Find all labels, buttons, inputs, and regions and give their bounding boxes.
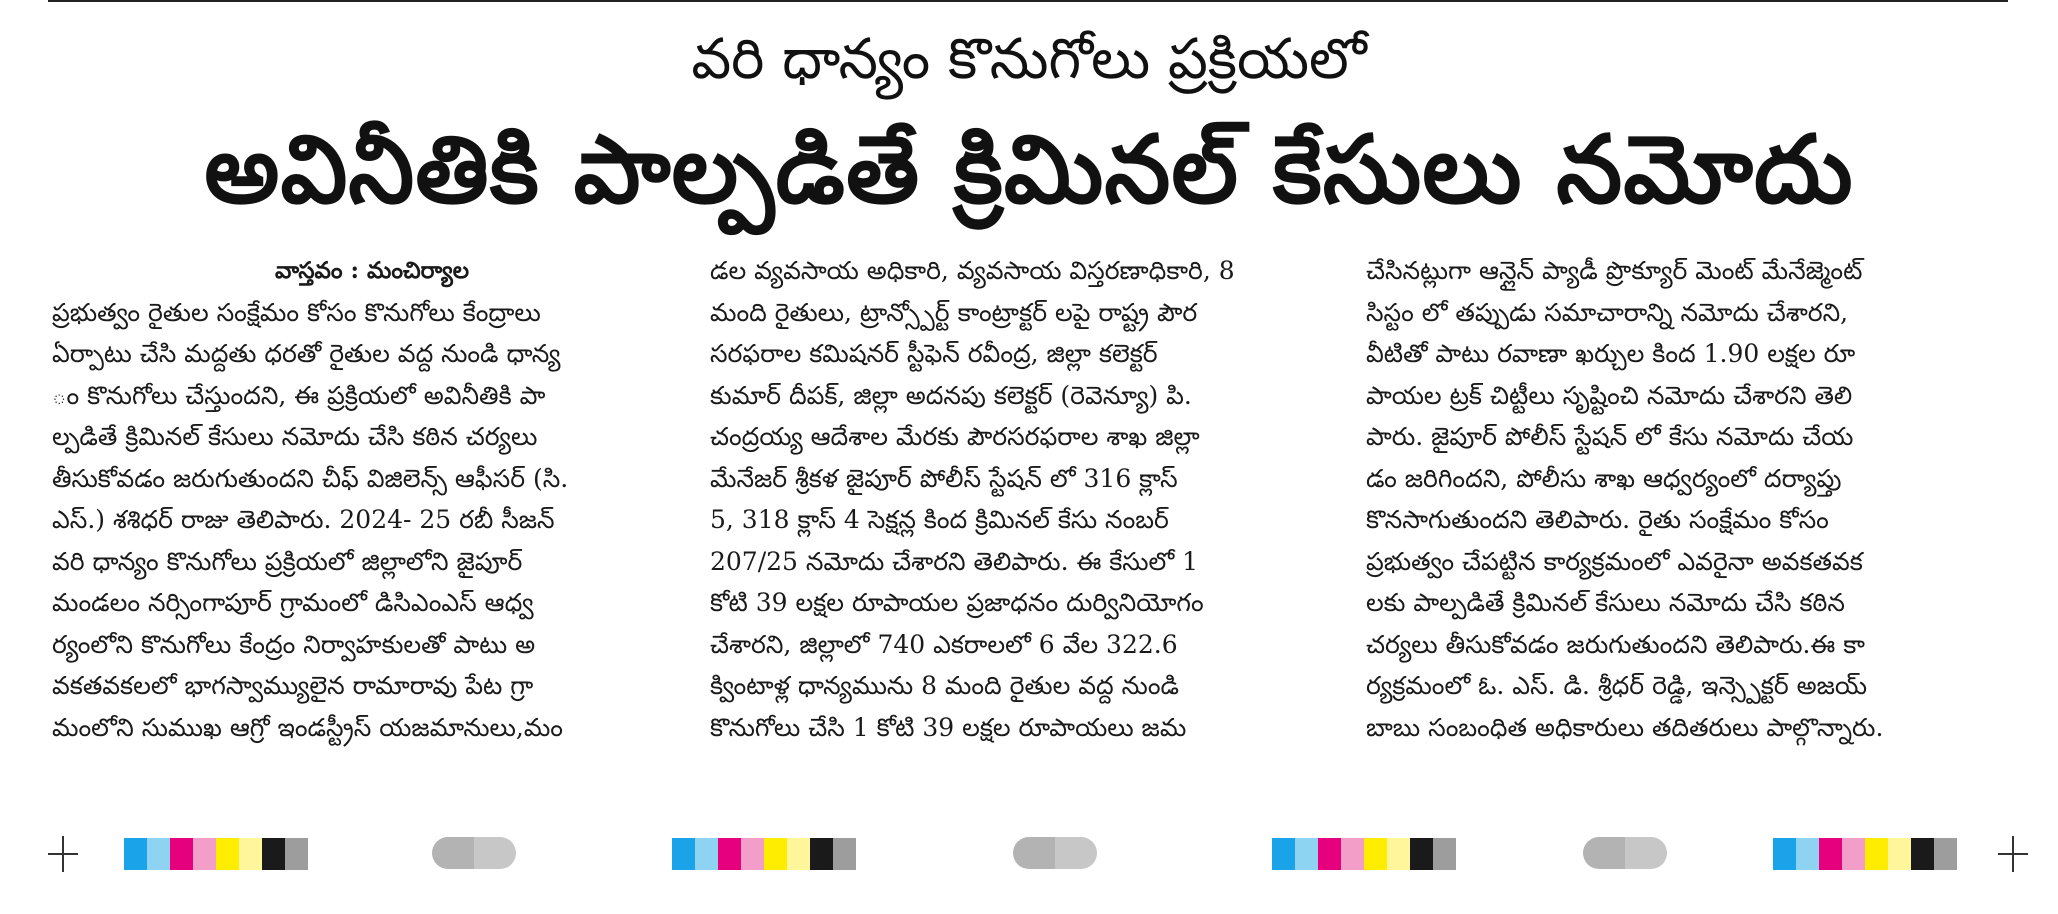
text-line: ర్యంలోని కొనుగోలు కేంద్రం నిర్వాహకులతో పాటు అ xyxy=(52,629,536,659)
text-line: సిస్టం లో తప్పుడు సమాచారాన్ని నమోదు చేశారని, xyxy=(1366,297,1849,327)
crosshair-icon xyxy=(48,836,78,872)
text-line: క్వింటాళ్ల ధాన్యమును 8 మంది రైతుల వద్ద నుండి xyxy=(710,671,1179,700)
color-swatch xyxy=(1433,838,1456,870)
print-registration-bar xyxy=(0,836,2058,876)
text-line: కుమార్ దీపక్, జిల్లా అదనపు కలెక్టర్ (రెవెన్యూ) పి. xyxy=(710,380,1192,410)
color-swatch xyxy=(1295,838,1318,870)
text-line: మంది రైతులు, ట్రాన్స్పోర్ట్ కాంట్రాక్టర్ లపై రాష్ట్ర పౌర xyxy=(710,297,1198,327)
text-line: వీటితో పాటు రవాణా ఖర్చుల కింద 1.90 లక్షల రూ xyxy=(1366,339,1856,368)
article-dateline: వాస్తవం : మంచిర్యాల xyxy=(274,257,470,284)
text-line: చేసినట్లుగా ఆన్లైన్ ప్యాడీ ప్రొక్యూర్ మెంట్ మేనేజ్మెంట్ xyxy=(1366,256,1863,285)
color-swatch xyxy=(1934,838,1957,870)
text-line: లకు పాల్పడితే క్రిమినల్ కేసులు నమోదు చేసి కఠిన xyxy=(1366,588,1845,617)
density-pill xyxy=(432,837,516,869)
color-swatch xyxy=(1387,838,1410,870)
text-line: 5, 318 క్లాస్ 4 సెక్షన్ల కింద క్రిమినల్ కేసు నంబర్ xyxy=(710,505,1169,534)
text-line: కోటి 39 లక్షల రూపాయల ప్రజాధనం దుర్వినియోగం xyxy=(710,588,1204,617)
color-swatch xyxy=(1318,838,1341,870)
color-swatch xyxy=(1796,838,1819,870)
text-line: డం జరిగిందని, పోలీసు శాఖ ఆధ్వర్యంలో దర్యాప్తు xyxy=(1366,463,1842,493)
color-bar xyxy=(124,838,308,870)
color-swatch xyxy=(216,838,239,870)
text-line: డల వ్యవసాయ అధికారి, వ్యవసాయ విస్తరణాధికారి, 8 xyxy=(710,256,1235,285)
text-line: చేశారని, జిల్లాలో 740 ఎకరాలలో 6 వేల 322.6 xyxy=(710,629,1178,659)
color-swatch xyxy=(787,838,810,870)
text-line: ఏర్పాటు చేసి మద్దతు ధరతో రైతుల వద్ద నుండి ధాన్య xyxy=(52,339,561,368)
color-swatch xyxy=(285,838,308,870)
text-line: మంలోని సుముఖ ఆగ్రో ఇండస్ట్రీస్ యజమానులు,మం xyxy=(52,712,563,742)
color-swatch xyxy=(124,838,147,870)
color-swatch xyxy=(1819,838,1842,870)
density-pill xyxy=(1013,837,1097,869)
color-swatch xyxy=(833,838,856,870)
text-line: పాయల ట్రక్ చిట్టీలు సృష్టించి నమోదు చేశారని తెలి xyxy=(1366,380,1853,410)
column-1-body xyxy=(52,292,692,749)
color-swatch xyxy=(193,838,216,870)
color-swatch xyxy=(810,838,833,870)
crosshair-icon xyxy=(1998,836,2028,872)
color-swatch xyxy=(741,838,764,870)
color-swatch xyxy=(1865,838,1888,870)
color-swatch xyxy=(1842,838,1865,870)
text-line: మేనేజర్ శ్రీకళ జైపూర్ పోలీస్ స్టేషన్ లో 316 క్లాస్ xyxy=(710,463,1178,493)
color-swatch xyxy=(1410,838,1433,870)
color-swatch xyxy=(1888,838,1911,870)
color-bar xyxy=(1272,838,1456,870)
color-swatch xyxy=(672,838,695,870)
text-line: ఎస్.) శశిధర్ రాజు తెలిపారు. 2024- 25 రబీ సీజన్ xyxy=(52,505,555,534)
color-swatch xyxy=(170,838,193,870)
text-line: వరి ధాన్యం కొనుగోలు ప్రక్రియలో జిల్లాలోని జైపూర్ xyxy=(52,546,523,576)
article-kicker: వరి ధాన్యం కొనుగోలు ప్రక్రియలో xyxy=(691,27,1367,92)
color-swatch xyxy=(1773,838,1796,870)
text-line: బాబు సంబంధిత అధికారులు తదితరులు పాల్గొన్నారు. xyxy=(1366,712,1884,742)
text-line: తీసుకోవడం జరుగుతుందని చీఫ్ విజిలెన్స్ ఆఫీసర్ (సి. xyxy=(52,463,569,493)
color-swatch xyxy=(147,838,170,870)
text-line: 207/25 నమోదు చేశారని తెలిపారు. ఈ కేసులో 1 xyxy=(710,546,1199,576)
text-line: ల్పడితే క్రిమినల్ కేసులు నమోదు చేసి కఠిన చర్యలు xyxy=(52,422,538,451)
article-column-1 xyxy=(52,250,692,748)
color-swatch xyxy=(262,838,285,870)
article-column-3 xyxy=(1366,250,2006,748)
text-line: ర్యక్రమంలో ఓ. ఎస్. డి. శ్రీధర్ రెడ్డి, ఇన్స్పెక్టర్ అజయ్ xyxy=(1366,671,1868,700)
color-swatch xyxy=(764,838,787,870)
text-line: సరఫరాల కమిషనర్ స్టీఫెన్ రవీంద్ర, జిల్లా కలెక్టర్ xyxy=(710,339,1158,368)
text-line: కొనుగోలు చేసి 1 కోటి 39 లక్షల రూపాయలు జమ xyxy=(710,712,1187,742)
color-swatch xyxy=(239,838,262,870)
text-line: ప్రభుత్వం రైతుల సంక్షేమం కోసం కొనుగోలు కేంద్రాలు xyxy=(52,297,541,327)
text-line: వకతవకలలో భాగస్వామ్యులైన రామారావు పేట గ్రా xyxy=(52,671,534,700)
color-bar xyxy=(1773,838,1957,870)
text-line: కొనసాగుతుందని తెలిపారు. రైతు సంక్షేమం కోసం xyxy=(1366,505,1829,534)
text-line: చర్యలు తీసుకోవడం జరుగుతుందని తెలిపారు.ఈ కా xyxy=(1366,629,1865,659)
article-headline: అవినీతికి పాల్పడితే క్రిమినల్ కేసులు నమోదు xyxy=(204,116,1854,225)
text-line: చంద్రయ్య ఆదేశాల మేరకు పౌరసరఫరాల శాఖ జిల్లా xyxy=(710,422,1200,451)
color-swatch xyxy=(718,838,741,870)
color-swatch xyxy=(1272,838,1295,870)
text-line: పారు. జైపూర్ పోలీస్ స్టేషన్ లో కేసు నమోదు చేయ xyxy=(1366,422,1854,451)
color-swatch xyxy=(1911,838,1934,870)
color-bar xyxy=(672,838,856,870)
text-line: ప్రభుత్వం చేపట్టిన కార్యక్రమంలో ఎవరైనా అవకతవక xyxy=(1366,546,1863,576)
density-pill xyxy=(1583,837,1667,869)
color-swatch xyxy=(1341,838,1364,870)
article-column-2 xyxy=(710,250,1350,748)
color-swatch xyxy=(695,838,718,870)
top-rule xyxy=(48,0,2008,2)
text-line: మండలం నర్సింగాపూర్ గ్రామంలో డిసిఎంఎస్ ఆధ్వ xyxy=(52,588,534,617)
color-swatch xyxy=(1364,838,1387,870)
text-line: ం కొనుగోలు చేస్తుందని, ఈ ప్రక్రియలో అవినీతికి పా xyxy=(52,380,546,410)
